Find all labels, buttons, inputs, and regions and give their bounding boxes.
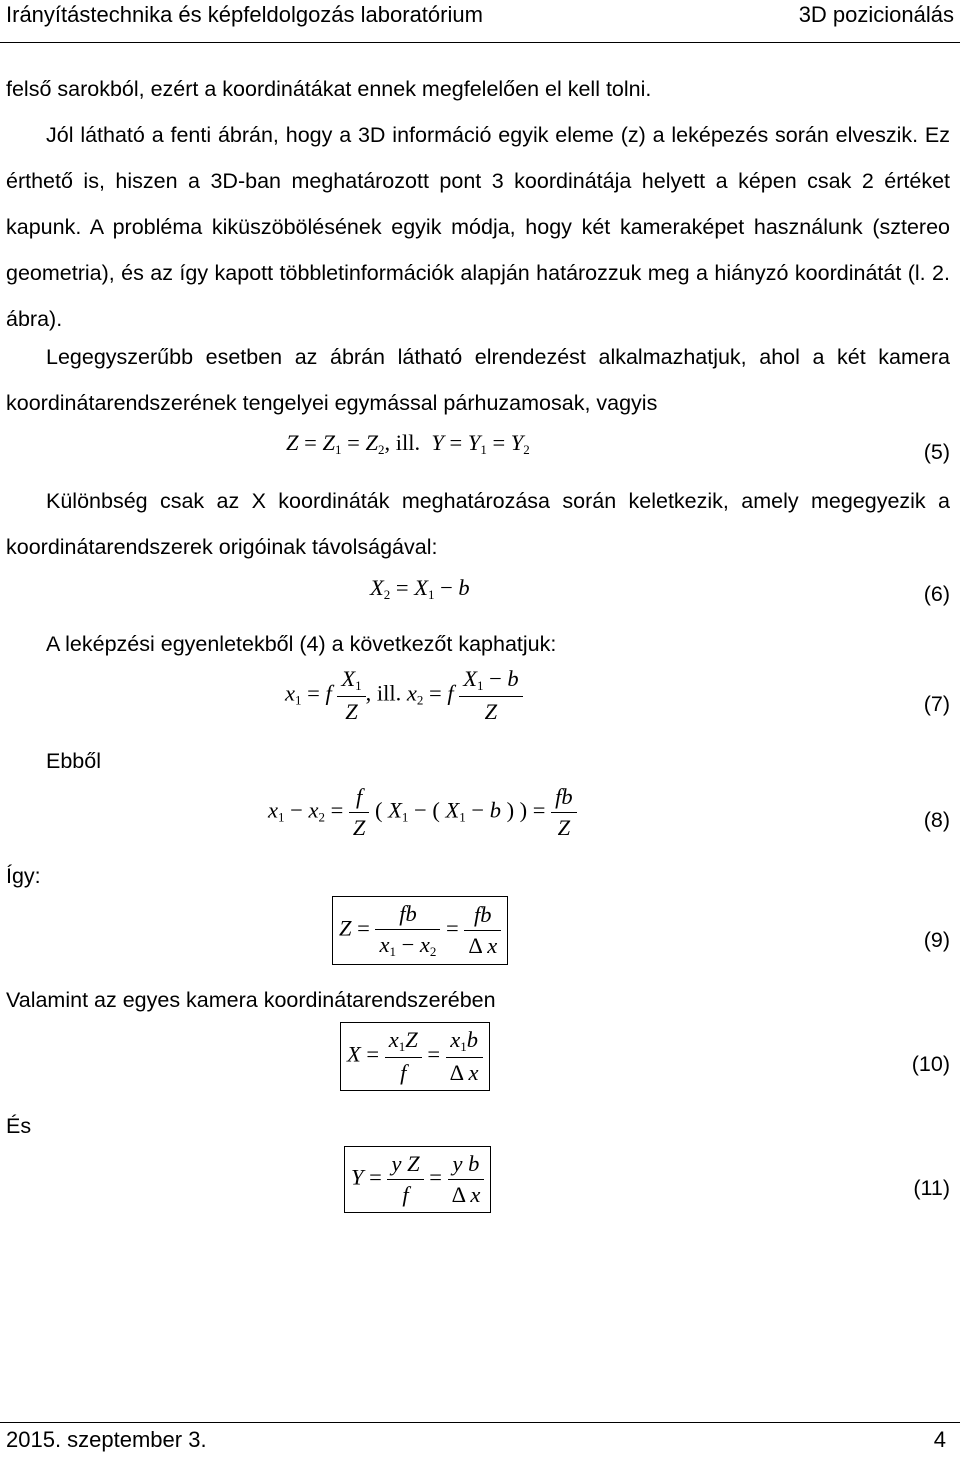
equation-7: $x_1 = f$ $\frac{X_1}{Z}$ , ill. $x_2 = f$ $\frac{X_1 - b}{Z}$	[285, 666, 523, 725]
equation-number-10: (10)	[911, 1052, 950, 1076]
label-valamint: Valamint az egyes kamera koordinátarendszerében	[6, 988, 496, 1012]
header-section: 3D pozicionálás	[798, 2, 954, 27]
paragraph-2: Jól látható a fenti ábrán, hogy a 3D információ egyik eleme (z) a leképezés során elveszik. Ez érthető is, hiszen a 3D-ban meghatározott pont 3 koordinátája helyett a képen csak 2 értéket kapunk. A probléma kiküszöbölésének egyik módja, hogy két kameraképet használunk (sztereo geometria), és az így kapott többletinformációk alapján határozzuk meg a hiányzó koordinátát (l. 2. ábra).	[6, 123, 950, 331]
paragraph-5: A leképzési egyenletekből (4) a következőt kaphatjuk:	[46, 632, 557, 656]
equation-11: Y = $\frac{\text{y Z}}{f}$ = $\frac{\text{y b}}{\text{Δ x}}$	[344, 1146, 491, 1213]
equation-6: $X_2 = X_1 - b$	[370, 575, 470, 602]
equation-10: X = $\frac{x_1Z}{f}$ = $\frac{x_1b}{\text{Δ x}}$	[340, 1022, 490, 1091]
equation-9: Z = $\frac{fb}{x_1 - x_2}$ = $\frac{fb}{\text{Δ x}}$	[332, 896, 508, 965]
label-igy: Így:	[6, 864, 41, 888]
equation-number-6: (6)	[923, 582, 950, 606]
equation-number-9: (9)	[923, 928, 950, 952]
equation-number-5: (5)	[923, 440, 950, 464]
paragraph-4: Különbség csak az X koordináták meghatározása során keletkezik, amely megegyezik a koordinátarendszerek origóinak távolságával:	[6, 489, 950, 559]
paragraph-1: felső sarokból, ezért a koordinátákat ennek megfelelően el kell tolni.	[6, 77, 652, 101]
page-header	[0, 0, 960, 43]
equation-5: $Z = Z_1 = Z_2$, ill. $Y = Y_1 = Y_2$	[286, 430, 530, 457]
page-footer	[0, 1422, 960, 1457]
equation-number-8: (8)	[923, 808, 950, 832]
paragraph-3: Legegyszerűbb esetben az ábrán látható elrendezést alkalmazhatjuk, ahol a két kamera koordinátarendszerének tengelyei egymással párhuzamosak, vagyis	[6, 345, 950, 415]
footer-date: 2015. szeptember 3.	[6, 1427, 207, 1452]
equation-8: $x_1 - x_2$ = $\frac{f}{Z}$ ( $X_1$ − ( $X_1 - b$ ) ) = $\frac{fb}{Z}$	[268, 784, 577, 841]
page-number: 4	[933, 1427, 946, 1452]
header-title: Irányítástechnika és képfeldolgozás laboratórium	[6, 2, 483, 27]
equation-number-11: (11)	[913, 1176, 950, 1200]
label-ebbol: Ebből	[46, 749, 101, 773]
label-es: És	[6, 1114, 32, 1138]
equation-number-7: (7)	[923, 692, 950, 716]
